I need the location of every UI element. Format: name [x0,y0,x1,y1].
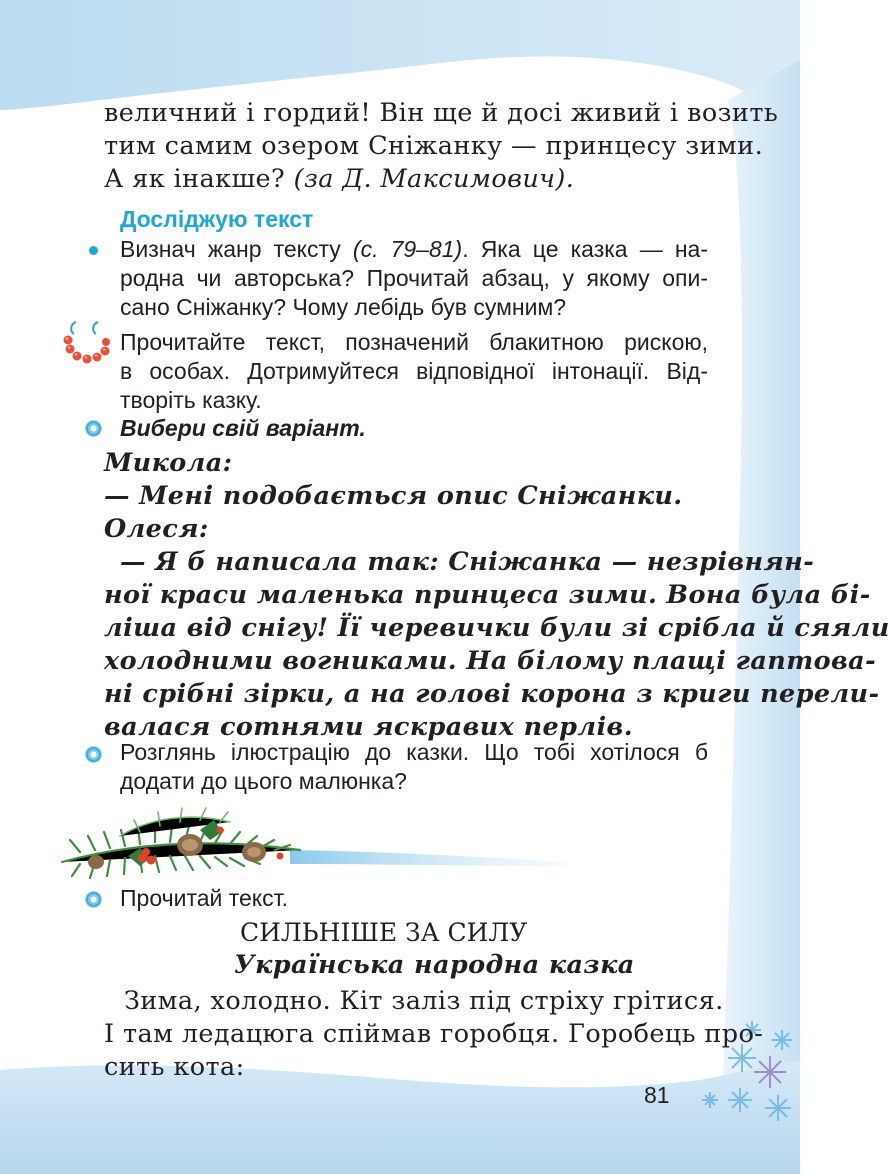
story-title: СИЛЬНІШЕ ЗА СИЛУ [240,918,528,947]
story-line-3: сить кота: [104,1052,245,1082]
task1-line-1-a: Визнач жанр тексту [120,236,353,262]
read-task: Прочитай текст. [120,885,289,911]
task1-line-1-b: . Яка це казка — на- [462,236,708,262]
speech-olesia-line-3: ліша від снігу! Її черевички були зі срібла й сяяли [104,613,890,643]
choice-heading: Вибери свій варіант. [120,415,366,441]
speech-olesia-line-5: ні срібні зірки, а на голові корона з криги перели- [104,679,880,709]
bullet-ring-icon [86,892,101,907]
story-line-1: Зима, холодно. Кіт заліз під стріху грітися. [124,986,724,1016]
task1-line-1 [120,236,708,263]
illustration-task-line-1: Розглянь ілюстрацію до казки. Що тобі хотілося б [120,739,708,765]
speaker-mykola: Микола: [104,448,233,478]
task1-page-ref: (с. 79–81) [352,236,463,262]
story-subtitle: Українська народна казка [234,950,635,980]
intro-line-2: тим самим озером Сніжанку — принцесу зими. [104,131,764,161]
research-heading: Досліджую текст [120,206,314,232]
task1-line-2: родна чи авторська? Прочитай абзац, у якому опи- [120,265,708,291]
task2-line-1: Прочитайте текст, позначений блакитною рискою, [120,329,708,355]
intro-line-3-text: А як інакше? [104,164,294,194]
intro-line-1: величний і гордий! Він ще й досі живий і возить [104,98,779,128]
task2-line-3: творіть казку. [120,387,262,413]
speech-olesia-line-6: валася сотнями яскравих перлів. [104,712,633,742]
speech-olesia-line-1: — Я б написала так: Сніжанка — незрівнян- [120,547,815,577]
dialogue-beads-icon [60,320,112,366]
speech-mykola: — Мені подобається опис Сніжанки. [104,481,683,511]
intro-line-3 [104,164,574,194]
task1-line-3: сано Сніжанку? Чому лебідь був сумним? [120,294,567,320]
speech-olesia-line-4: холодними вогниками. На білому плащі гаптова- [104,646,877,676]
bullet-dot-icon [89,246,98,255]
bullet-ring-icon [86,747,101,762]
speech-olesia-line-2: ної краси маленька принцеса зими. Вона була бі- [104,580,871,610]
bullet-ring-icon [86,421,101,436]
task2-line-2: в особах. Дотримуйтеся відповідної інтонації. Від- [120,358,708,384]
page-number: 81 [644,1082,670,1108]
illustration-task-line-2: додати до цього малюнка? [120,768,407,794]
speaker-olesia: Олеся: [104,514,209,544]
intro-source: (за Д. Максимович). [293,164,575,194]
story-line-2: І там ледацюга спіймав горобця. Горобець про- [104,1019,764,1049]
